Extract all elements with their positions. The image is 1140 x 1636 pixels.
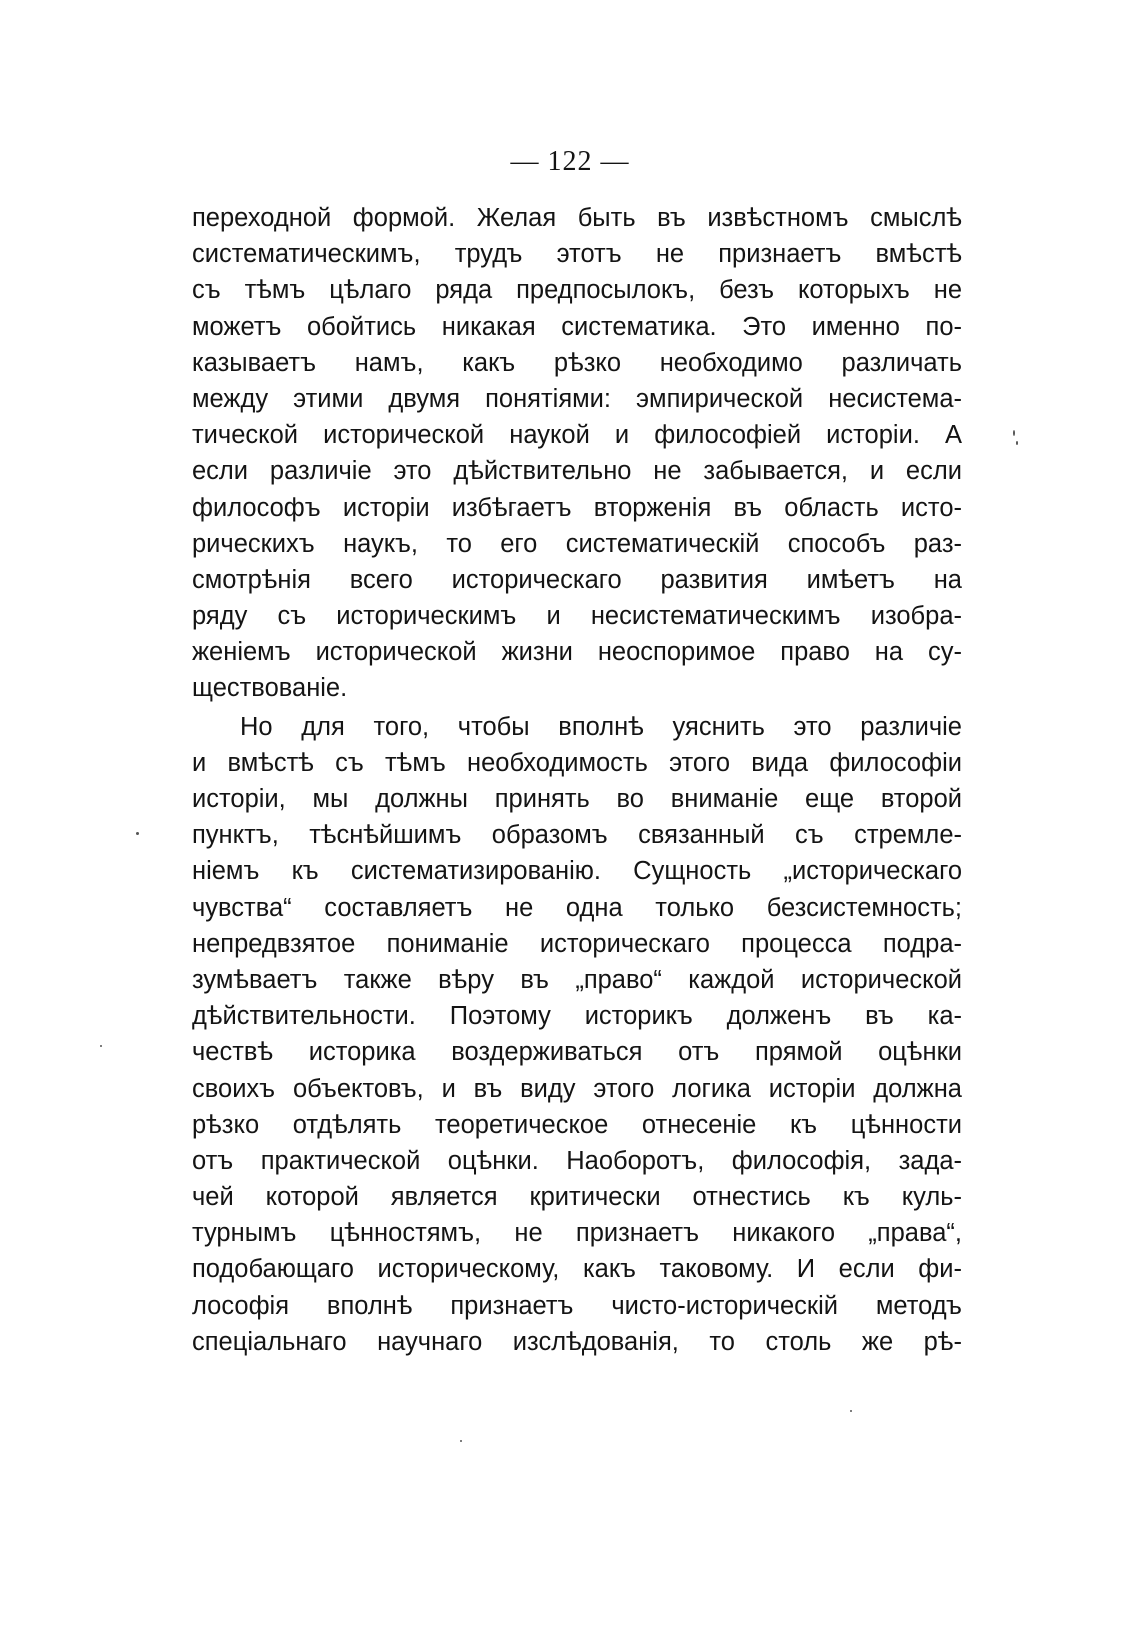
text-line: турнымъ цѣнностямъ, не признаетъ никакого „права“, <box>192 1219 962 1248</box>
text-line: философъ исторіи избѣгаетъ вторженія въ область исто- <box>192 493 962 522</box>
text-line: ряду съ историческимъ и несистематическимъ изобра- <box>192 602 962 631</box>
text-line: между этими двумя понятіями: эмпирической несистема- <box>192 384 962 413</box>
text-line: рѣзко отдѣлять теоретическое отнесеніе къ цѣнности <box>192 1110 962 1139</box>
text-line: систематическимъ, трудъ этотъ не признаетъ вмѣстѣ <box>192 240 962 269</box>
text-line: Но для того, чтобы вполнѣ уяснить это различіе <box>240 712 962 741</box>
scan-speck <box>460 1440 462 1442</box>
text-line: непредвзятое пониманіе историческаго процесса подра- <box>192 929 962 958</box>
text-line: переходной формой. Желая быть въ извѣстномъ смыслѣ <box>192 204 962 232</box>
scan-speck <box>1013 430 1015 436</box>
text-line: зумѣваетъ также вѣру въ „право“ каждой исторической <box>192 965 962 994</box>
scan-speck <box>100 1045 102 1047</box>
text-line: смотрѣнія всего историческаго развития имѣетъ на <box>192 565 962 594</box>
body-text <box>192 200 962 1360</box>
scan-speck <box>850 1410 852 1412</box>
text-line: своихъ объектовъ, и въ виду этого логика исторіи должна <box>192 1074 962 1103</box>
text-line: и вмѣстѣ съ тѣмъ необходимость этого вида философіи <box>192 748 962 777</box>
text-line: чувства“ составляетъ не одна только безсистемность; <box>192 893 962 922</box>
text-line: съ тѣмъ цѣлаго ряда предпосылокъ, безъ которыхъ не <box>192 276 962 305</box>
text-line: ществованіе. <box>192 674 348 703</box>
text-line: спеціальнаго научнаго изслѣдованія, то столь же рѣ- <box>192 1327 962 1356</box>
page-number: — 122 — <box>510 146 630 177</box>
text-line: лософія вполнѣ признаетъ чисто-историческій методъ <box>192 1291 962 1320</box>
text-line: рическихъ наукъ, то его систематическій способъ раз- <box>192 529 962 558</box>
text-line: пунктъ, тѣснѣйшимъ образомъ связанный съ стремле- <box>192 821 962 850</box>
scan-speck <box>1016 441 1018 445</box>
text-line: чей которой является критически отнестись къ куль- <box>192 1183 962 1212</box>
text-line: дѣйствительности. Поэтому историкъ долженъ въ ка- <box>192 1002 962 1031</box>
text-line: подобающаго историческому, какъ таковому. И если фи- <box>192 1255 962 1284</box>
paragraph-1 <box>192 200 962 707</box>
text-line: тической исторической наукой и философіей исторіи. А <box>192 421 962 450</box>
text-line: если различіе это дѣйствительно не забывается, и если <box>192 457 962 486</box>
text-line: казываетъ намъ, какъ рѣзко необходимо различать <box>192 348 962 377</box>
text-line: можетъ обойтись никакая систематика. Это именно по- <box>192 312 962 341</box>
text-line: женіемъ исторической жизни неоспоримое право на су- <box>192 638 962 667</box>
text-line: отъ практической оцѣнки. Наоборотъ, философія, зада- <box>192 1146 962 1175</box>
text-line: ніемъ къ систематизированію. Сущность „историческаго <box>192 857 962 886</box>
text-line: чествѣ историка воздерживаться отъ прямой оцѣнки <box>192 1038 962 1067</box>
text-line: исторіи, мы должны принять во вниманіе еще второй <box>192 785 962 813</box>
paragraph-2 <box>192 709 962 1360</box>
scan-speck <box>136 832 139 835</box>
